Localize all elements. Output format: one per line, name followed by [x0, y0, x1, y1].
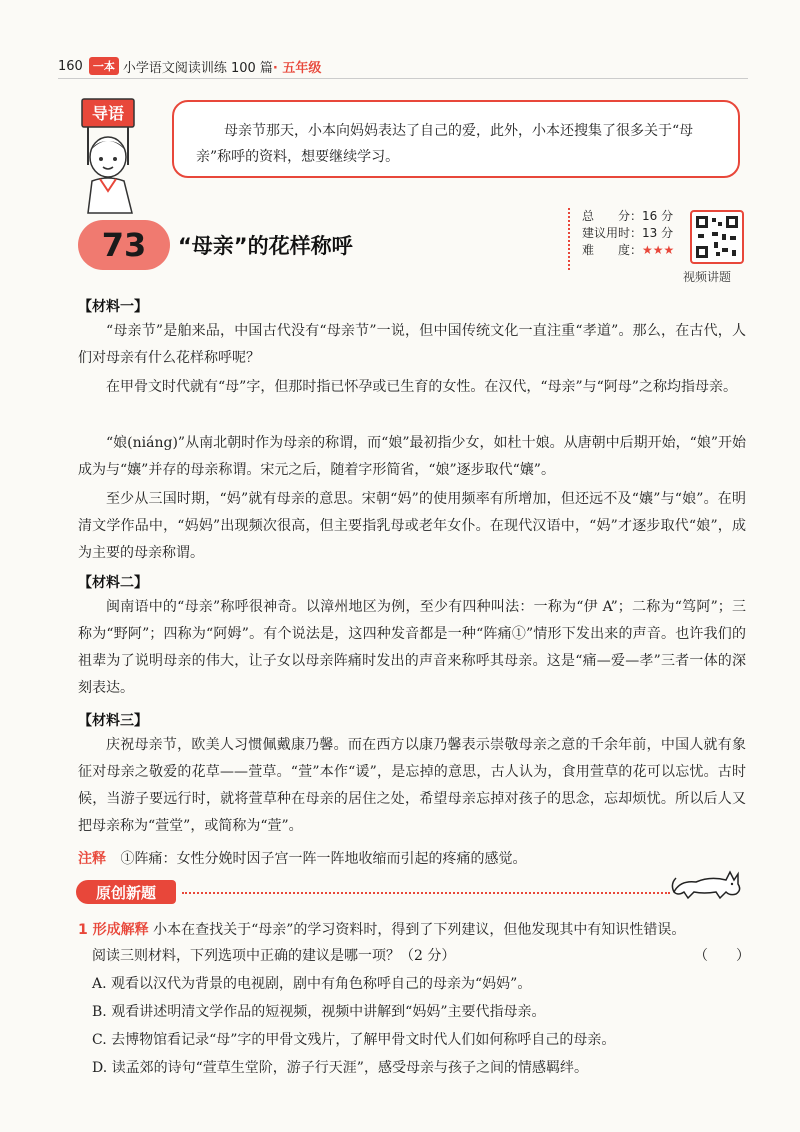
series-badge: 一本 — [89, 57, 119, 75]
question-line — [92, 946, 750, 966]
section-label: 原创新题 — [95, 883, 156, 902]
material3-label: 【材料三】 — [78, 713, 148, 729]
intro-text: 母亲节那天，小本向妈妈表达了自己的爱，此外，小本还搜集了很多关于“母亲”称呼的资料，想要继续学习。 — [196, 123, 694, 165]
material1-paragraph: 在甲骨文时代就有“母”字，但那时指已怀孕或已生育的女性。在汉代，“母亲”与“阿母”之称均指母亲。 — [106, 379, 737, 395]
question-tag: 1 形成解释 — [78, 922, 149, 938]
page-number: 160 — [58, 58, 83, 74]
cat-icon — [670, 862, 746, 902]
intro-box — [172, 100, 740, 178]
question-text: 小本在查找关于“母亲”的学习资料时，得到了下列建议，但他发现其中有知识性错误。 — [153, 922, 686, 938]
lesson-title: “母亲”的花样称呼 — [178, 234, 353, 258]
material1-paragraph: “母亲节”是舶来品，中国古代没有“母亲节”一说，但中国传统文化一直注重“孝道”。那么，在古代，人们对母亲有什么花样称呼呢？ — [78, 323, 746, 366]
section-banner — [76, 880, 176, 904]
option-b[interactable]: B. 观看讲述明清文学作品的短视频，视频中讲解到“妈妈”主要代指母亲。 — [92, 1004, 546, 1020]
option-d[interactable]: D. 读孟郊的诗句“萱草生堂阶，游子行天涯”，感受母亲与孩子之间的情感羁绊。 — [92, 1060, 588, 1076]
note-label: 注释 — [78, 851, 106, 867]
footnote — [78, 848, 526, 868]
lesson-number-badge — [78, 220, 170, 270]
difficulty-stars: ★★★ — [642, 243, 675, 257]
difficulty — [582, 242, 686, 259]
material1-paragraph: “娘(niáng)”从南北朝时作为母亲的称谓，而“娘”最初指少女，如杜十娘。从唐朝中后期开始，“娘”开始成为与“孃”并存的母亲称谓。宋元之后，随着字形简省，“娘”逐步取代“孃”。 — [78, 435, 746, 478]
qr-label: 视频讲题 — [683, 270, 732, 284]
material1-label: 【材料一】 — [78, 299, 148, 315]
mascot-illustration — [70, 95, 170, 215]
qr-code-icon[interactable] — [690, 210, 744, 264]
material3-paragraph: 庆祝母亲节，欧美人习惯佩戴康乃馨。而在西方以康乃馨表示崇敬母亲之意的千余年前，中国人就有象征对母亲之敬爱的花草——萱草。“萱”本作“谖”，是忘掉的意思，古人认为，食用萱草的花可以忘忧。古时候，当游子要远行时，就将萱草种在母亲的居住之处，希望母亲忘掉对孩子的思念，忘却烦忧。所以后人又把母亲称为“萱堂”，或简称为“萱”。 — [78, 737, 746, 834]
difficulty-label: 难 度： — [582, 243, 643, 257]
divider — [182, 892, 670, 894]
lesson-number: 73 — [101, 226, 147, 264]
page-header — [58, 54, 748, 79]
total-score: 总 分：16 分 — [582, 209, 674, 223]
material2-label: 【材料二】 — [78, 575, 148, 591]
question-line — [78, 920, 750, 940]
option-a[interactable]: A. 观看以汉代为背景的电视剧，剧中有角色称呼自己的母亲为“妈妈”。 — [92, 976, 532, 992]
question-text: 阅读三则材料，下列选项中正确的建议是哪一项？（2 分） — [92, 948, 456, 964]
grade-label: · 五年级 — [272, 60, 322, 76]
option-c[interactable]: C. 去博物馆看记录“母”字的甲骨文残片，了解甲骨文时代人们如何称呼自己的母亲。 — [92, 1032, 616, 1048]
answer-blank[interactable]: （ ） — [694, 948, 750, 964]
book-title: 小学语文阅读训练 100 篇 — [122, 60, 273, 76]
lesson-info — [568, 208, 686, 270]
material2-paragraph: 闽南语中的“母亲”称呼很神奇。以漳州地区为例，至少有四种叫法：一称为“伊 A”；二称为“笃阿”；三称为“野阿”；四称为“阿姆”。有个说法是，这四种发音都是一种“阵痛①”情形下发出来的声音。也许我们的祖辈为了说明母亲的伟大，让子女以母亲阵痛时发出的声音来称呼其母亲。这是“痛—爱—孝”三者一体的深刻表达。 — [78, 599, 746, 696]
suggested-time: 建议用时：13 分 — [582, 226, 674, 240]
material1-paragraph: 至少从三国时期，“妈”就有母亲的意思。宋朝“妈”的使用频率有所增加，但还远不及“孃”与“娘”。在明清文学作品中，“妈妈”出现频次很高，但主要指乳母或老年女仆。在现代汉语中，“妈”才逐步取代“娘”，成为主要的母亲称谓。 — [78, 491, 746, 561]
intro-label: 导语 — [91, 104, 125, 123]
note-text: ①阵痛：女性分娩时因子宫一阵一阵地收缩而引起的疼痛的感觉。 — [120, 851, 527, 867]
